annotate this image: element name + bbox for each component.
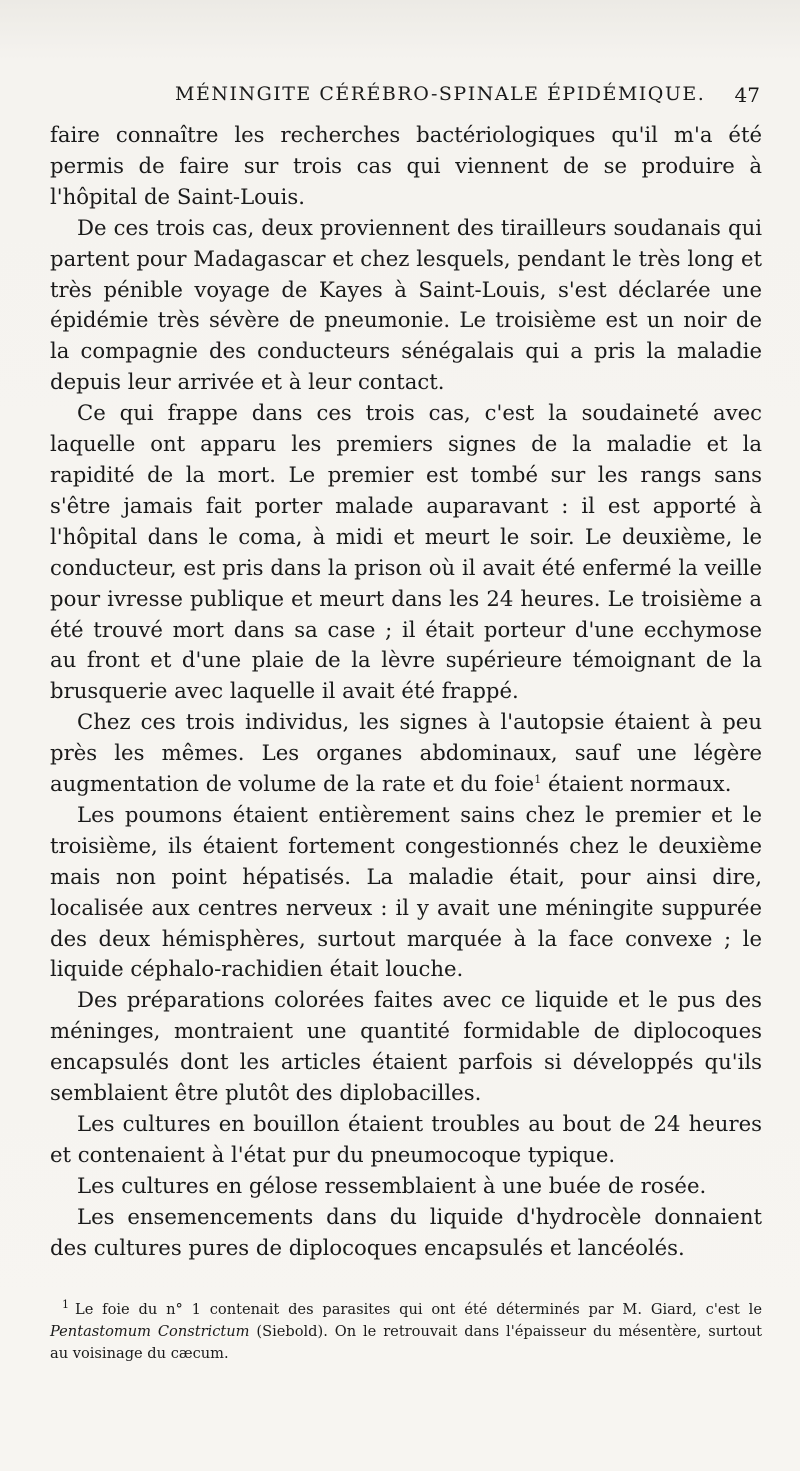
running-title: MÉNINGITE CÉRÉBRO-SPINALE ÉPIDÉMIQUE. bbox=[175, 83, 706, 105]
footnote-reference: 1 bbox=[534, 772, 542, 786]
paragraph-text: Chez ces trois individus, les signes à l'autopsie étaient à peu près les mêmes. Les organes abdominaux, sauf une légère augmentation de volume de la rate et du foie bbox=[50, 709, 762, 797]
paragraph: De ces trois cas, deux proviennent des tirailleurs soudanais qui partent pour Madagascar et chez lesquels, pendant le très long et très pénible voyage de Kayes à Saint-Louis, s'est déclarée une épidémie très sévère de pneumonie. Le troisième est un noir de la compagnie des conducteurs sénégalais qui a pris la maladie depuis leur arrivée et à leur contact. bbox=[50, 214, 762, 395]
footnote-species-name: Pentastomum Constrictum bbox=[50, 1323, 250, 1340]
footnote-text: (Siebold). On le retrouvait dans l'épaisseur du mésentère, surtout au voisinage du cæcum. bbox=[50, 1323, 762, 1362]
paragraph: faire connaître les recherches bactériologiques qu'il m'a été permis de faire sur trois cas qui viennent de se produire à l'hôpital de Saint-Louis. bbox=[50, 122, 762, 209]
paragraph: Les poumons étaient entièrement sains chez le premier et le troisième, ils étaient fortement congestionnés chez le deuxième mais non point hépatisés. La maladie était, pour ainsi dire, localisée aux centres nerveux : il y avait une méningite suppurée des deux hémisphères, surtout marquée à la face convexe ; le liquide céphalo-rachidien était louche. bbox=[50, 801, 762, 982]
paragraph: Les cultures en bouillon étaient troubles au bout de 24 heures et contenaient à l'état pur du pneumocoque typique. bbox=[50, 1111, 762, 1167]
footnote bbox=[50, 1299, 762, 1365]
paragraph: Des préparations colorées faites avec ce liquide et le pus des méninges, montraient une quantité formidable de diplocoques encapsulés dont les articles étaient parfois si développés qu'ils semblaient être plutôt des diplobacilles. bbox=[50, 987, 762, 1106]
paragraph: Ce qui frappe dans ces trois cas, c'est la soudaineté avec laquelle ont apparu les premiers signes de la maladie et la rapidité de la mort. Le premier est tombé sur les rangs sans s'être jamais fait porter malade auparavant : il est apporté à l'hôpital dans le coma, à midi et meurt le soir. Le deuxième, le conducteur, est pris dans la prison où il avait été enfermé la veille pour ivresse publique et meurt dans les 24 heures. Le troisième a été trouvé mort dans sa case ; il était porteur d'une ecchymose au front et d'une plaie de la lèvre supérieure témoignant de la brusquerie avec laquelle il avait été frappé. bbox=[50, 400, 762, 704]
footnote-text: Le foie du n° 1 contenait des parasites qui ont été déterminés par M. Giard, c'est le bbox=[75, 1301, 762, 1318]
page-header bbox=[50, 83, 760, 113]
paragraph: Les cultures en gélose ressemblaient à une buée de rosée. bbox=[77, 1172, 707, 1198]
paragraph: Les ensemencements dans du liquide d'hydrocèle donnaient des cultures pures de diplocoques encapsulés et lancéolés. bbox=[50, 1203, 762, 1260]
footnote-number: 1 bbox=[62, 1298, 69, 1312]
page-number: 47 bbox=[734, 83, 760, 107]
paragraph-text: étaient normaux. bbox=[541, 771, 732, 797]
footnotes bbox=[50, 1299, 762, 1365]
body-text bbox=[50, 120, 762, 1264]
paragraph bbox=[50, 707, 762, 800]
